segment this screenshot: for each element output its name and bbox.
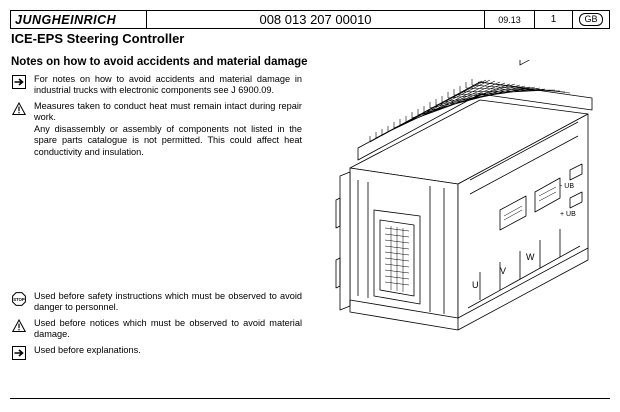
legend-text: Used before explanations.	[34, 345, 141, 355]
controller-illustration	[330, 60, 600, 360]
stop-icon	[12, 292, 26, 306]
document-number: 008 013 207 00010	[147, 11, 485, 28]
note-text: For notes on how to avoid accidents and material damage in industrial trucks with electronic components see J 6900.09.	[34, 74, 302, 96]
legend-arrow	[12, 345, 302, 360]
legend-stop	[12, 291, 302, 314]
warning-icon	[12, 319, 26, 333]
footer-divider	[10, 398, 610, 399]
page-title: ICE-EPS Steering Controller	[11, 31, 185, 46]
note-paragraph: Measures taken to conduct heat must remain intact during repair work.	[34, 101, 302, 123]
section-heading: Notes on how to avoid accidents and material damage	[11, 56, 308, 68]
phase-u-label: U	[472, 280, 479, 290]
document-header	[10, 10, 610, 29]
brand-logo	[11, 11, 147, 28]
language-badge: GB	[579, 13, 602, 26]
legend-text: Used before notices which must be observed to avoid material damage.	[34, 318, 302, 340]
legend-text: Used before safety instructions which must be observed to avoid danger to personnel.	[34, 291, 302, 313]
phase-w-label: W	[526, 252, 535, 262]
legend-warning	[12, 318, 302, 341]
warning-icon	[12, 102, 26, 116]
phase-v-label: V	[500, 266, 507, 276]
note-text	[34, 101, 302, 158]
arrow-icon	[12, 75, 26, 89]
note-paragraph: Any disassembly or assembly of components not listed in the spare parts catalogue is not permitted. This could affect heat conductivity and insulation.	[34, 123, 302, 157]
document-date: 09.13	[485, 11, 535, 28]
note-heat	[12, 101, 302, 158]
language-cell	[573, 11, 609, 28]
terminal-plus-label: + UB	[560, 211, 576, 218]
page-number: 1	[535, 11, 573, 28]
note-reference	[12, 74, 302, 97]
svg-text:STOP: STOP	[13, 296, 25, 302]
brand-name: JUNGHEINRICH	[15, 12, 117, 27]
arrow-icon	[12, 346, 26, 360]
terminal-minus-label: - UB	[560, 183, 574, 190]
